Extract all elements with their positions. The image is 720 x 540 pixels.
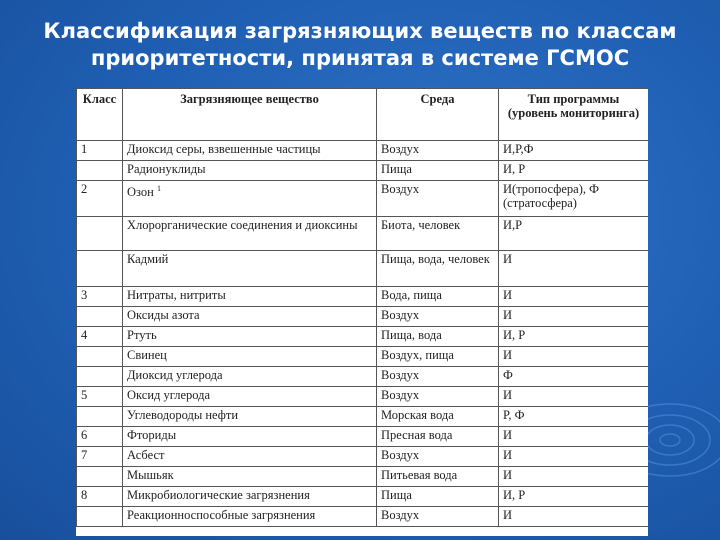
- cell-program: И: [499, 427, 649, 447]
- cell-medium: Воздух: [377, 447, 499, 467]
- cell-medium: Воздух, пища: [377, 347, 499, 367]
- table-row: [77, 387, 649, 407]
- table-row: [77, 161, 649, 181]
- cell-medium: Пища: [377, 487, 499, 507]
- cell-substance: Кадмий: [123, 251, 377, 287]
- header-substance: Загрязняющее вещество: [123, 89, 377, 141]
- cell-class: 7: [77, 447, 123, 467]
- header-class: Класс: [77, 89, 123, 141]
- header-program: Тип программы (уровень мониторинга): [499, 89, 649, 141]
- cell-class: [77, 307, 123, 327]
- cell-class: [77, 347, 123, 367]
- cell-substance: Нитраты, нитриты: [123, 287, 377, 307]
- header-medium: Среда: [377, 89, 499, 141]
- table-row: [77, 217, 649, 251]
- cell-medium: Воздух: [377, 367, 499, 387]
- cell-class: [77, 467, 123, 487]
- cell-program: И: [499, 507, 649, 527]
- footnote-marker: 1: [156, 184, 161, 193]
- cell-class: [77, 507, 123, 527]
- cell-substance: Диоксид углерода: [123, 367, 377, 387]
- cell-medium: Биота, человек: [377, 217, 499, 251]
- cell-class: 6: [77, 427, 123, 447]
- cell-substance: Ртуть: [123, 327, 377, 347]
- cell-class: 3: [77, 287, 123, 307]
- cell-substance: [123, 181, 377, 217]
- cell-class: 4: [77, 327, 123, 347]
- table-row: [77, 367, 649, 387]
- cell-program: И: [499, 347, 649, 367]
- cell-program: И(тропосфера), Ф (стратосфера): [499, 181, 649, 217]
- cell-substance: Диоксид серы, взвешенные частицы: [123, 141, 377, 161]
- cell-program: И,Р,Ф: [499, 141, 649, 161]
- cell-substance: Оксиды азота: [123, 307, 377, 327]
- cell-substance: Реакционноспособные загрязнения: [123, 507, 377, 527]
- table-row: [77, 487, 649, 507]
- table-row: [77, 347, 649, 367]
- cell-class: [77, 407, 123, 427]
- cell-medium: Морская вода: [377, 407, 499, 427]
- cell-class: 1: [77, 141, 123, 161]
- cell-program: И: [499, 467, 649, 487]
- cell-substance: Свинец: [123, 347, 377, 367]
- cell-class: [77, 251, 123, 287]
- slide-title: [0, 18, 720, 72]
- cell-substance: Фториды: [123, 427, 377, 447]
- cell-class: [77, 161, 123, 181]
- table-row: [77, 507, 649, 527]
- table-row: [77, 181, 649, 217]
- slide-title-line-1: Классификация загрязняющих веществ по классам: [43, 19, 677, 43]
- cell-medium: Воздух: [377, 181, 499, 217]
- table-row: [77, 407, 649, 427]
- cell-substance: Углеводороды нефти: [123, 407, 377, 427]
- cell-class: 5: [77, 387, 123, 407]
- table-row: [77, 141, 649, 161]
- cell-class: 2: [77, 181, 123, 217]
- table-row: [77, 427, 649, 447]
- table-row: [77, 467, 649, 487]
- cell-substance: Мышьяк: [123, 467, 377, 487]
- cell-substance: Хлорорганические соединения и диоксины: [123, 217, 377, 251]
- cell-program: И,Р: [499, 217, 649, 251]
- cell-program: И: [499, 447, 649, 467]
- cell-substance: Оксид углерода: [123, 387, 377, 407]
- cell-program: Ф: [499, 367, 649, 387]
- cell-medium: Воздух: [377, 141, 499, 161]
- cell-program: И: [499, 307, 649, 327]
- table-row: [77, 251, 649, 287]
- cell-program: И, Р: [499, 487, 649, 507]
- table-header-row: [77, 89, 649, 141]
- cell-class: [77, 217, 123, 251]
- cell-medium: Пища, вода, человек: [377, 251, 499, 287]
- cell-program: И: [499, 251, 649, 287]
- cell-medium: Пресная вода: [377, 427, 499, 447]
- cell-program: И, Р: [499, 161, 649, 181]
- cell-medium: Воздух: [377, 307, 499, 327]
- table-row: [77, 447, 649, 467]
- cell-class: [77, 367, 123, 387]
- table-row: [77, 327, 649, 347]
- cell-medium: Питьевая вода: [377, 467, 499, 487]
- cell-substance: Радионуклиды: [123, 161, 377, 181]
- cell-medium: Воздух: [377, 387, 499, 407]
- cell-substance: Асбест: [123, 447, 377, 467]
- cell-medium: Воздух: [377, 507, 499, 527]
- cell-medium: Пища: [377, 161, 499, 181]
- cell-substance: Микробиологические загрязнения: [123, 487, 377, 507]
- table-row: [77, 307, 649, 327]
- cell-program: Р, Ф: [499, 407, 649, 427]
- classification-table-container: [76, 88, 648, 536]
- substance-name: Озон: [127, 185, 154, 200]
- table-row: [77, 287, 649, 307]
- cell-medium: Вода, пища: [377, 287, 499, 307]
- cell-class: 8: [77, 487, 123, 507]
- cell-program: И: [499, 287, 649, 307]
- cell-program: И, Р: [499, 327, 649, 347]
- cell-medium: Пища, вода: [377, 327, 499, 347]
- slide-title-line-2: приоритетности, принятая в системе ГСМОС: [90, 46, 630, 70]
- classification-table: [76, 88, 648, 527]
- cell-program: И: [499, 387, 649, 407]
